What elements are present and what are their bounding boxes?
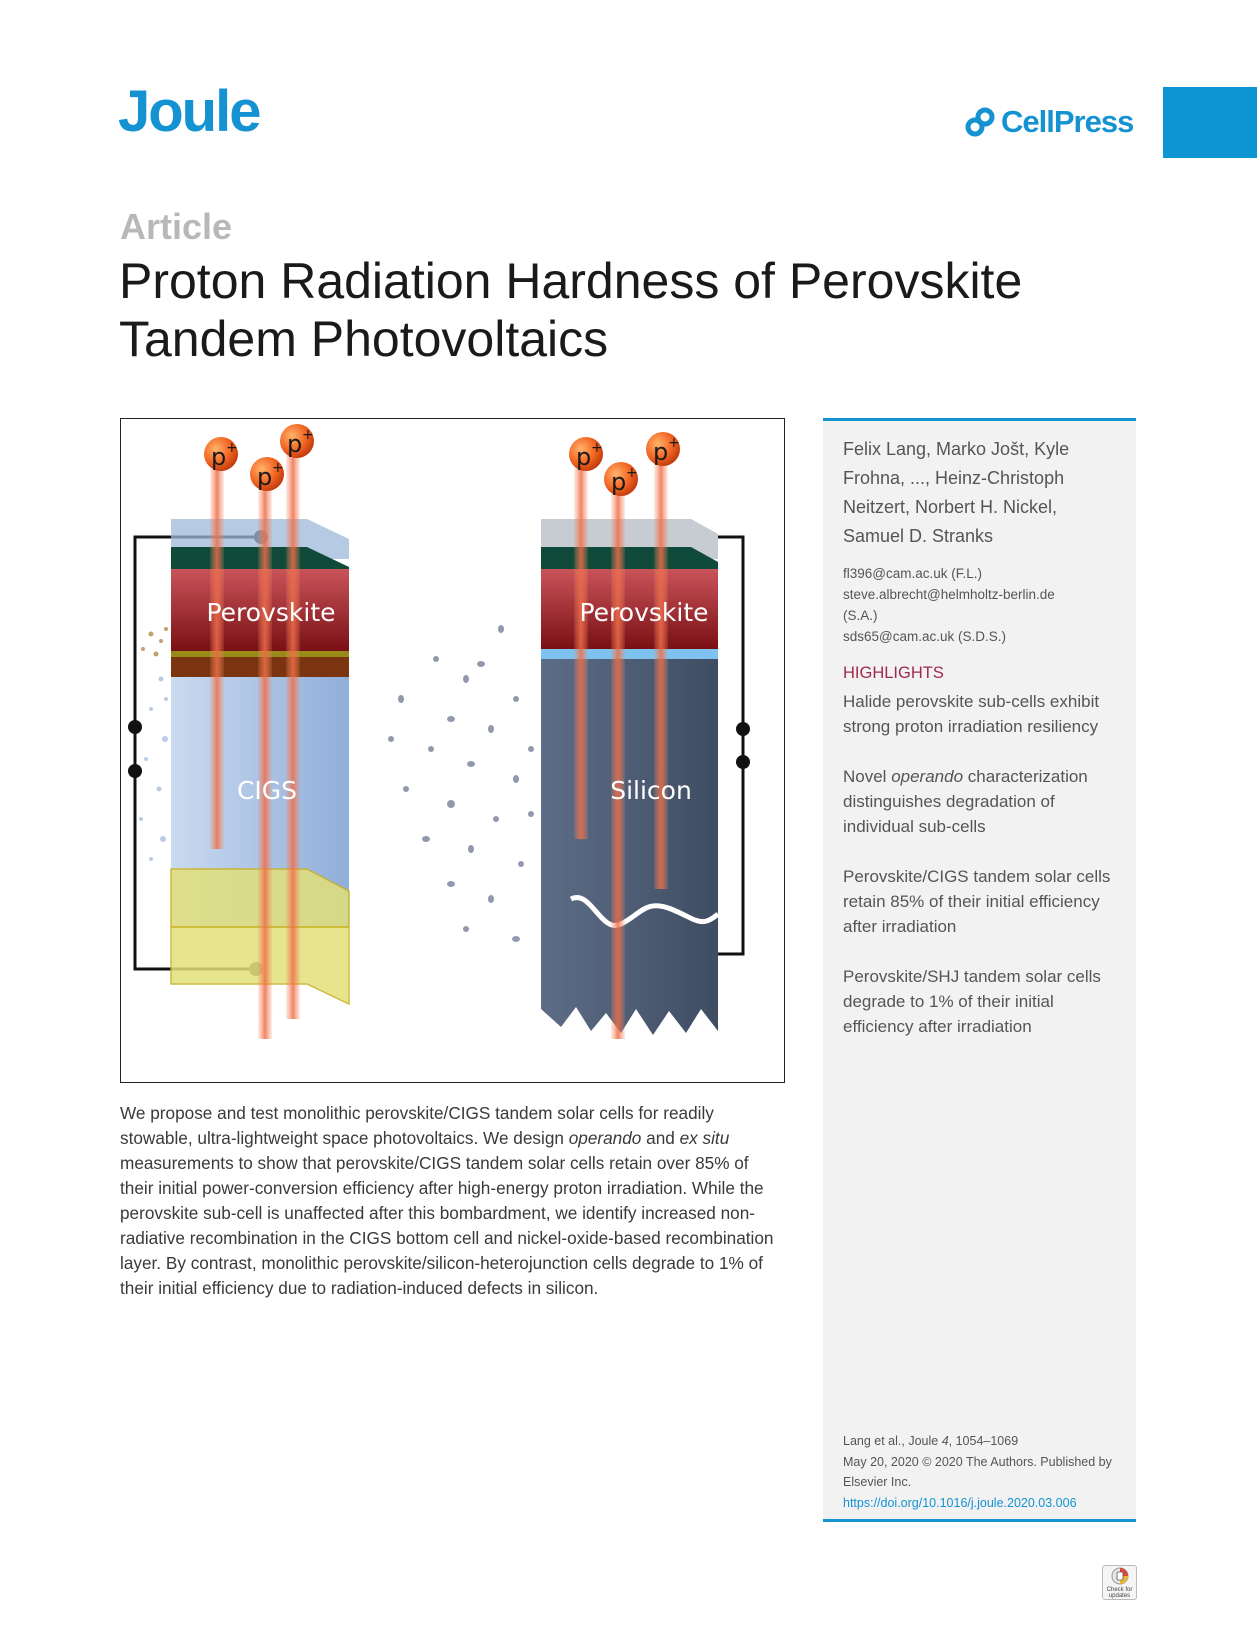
publisher-logo — [965, 104, 1133, 140]
svg-text:p: p — [653, 438, 669, 466]
svg-text:+: + — [302, 427, 314, 443]
email-line[interactable]: fl396@cam.ac.uk (F.L.) — [843, 566, 983, 581]
highlight-item: Perovskite/SHJ tandem solar cells degrade to 1% of their initial efficiency after irradiation — [843, 967, 1101, 1036]
svg-text:+: + — [226, 440, 238, 456]
corner-tab — [1163, 87, 1257, 158]
proton-icon — [604, 462, 638, 496]
crossmark-label: Check for updates — [1106, 1586, 1133, 1599]
proton-icon — [204, 437, 238, 471]
email-line: (S.A.) — [843, 608, 878, 623]
svg-text:+: + — [668, 435, 680, 451]
svg-text:p: p — [287, 430, 303, 458]
citation-block — [843, 1431, 1128, 1513]
graphical-abstract — [120, 418, 785, 1083]
author-list: Felix Lang, Marko Jošt, Kyle Frohna, ..., Heinz-Christoph Neitzert, Norbert H. Nickel, Samuel D. Stranks — [843, 439, 1070, 546]
citation-date-line: May 20, 2020 © 2020 The Authors. Published by Elsevier Inc. — [843, 1454, 1112, 1489]
svg-text:p: p — [611, 468, 627, 496]
abstract-em-operando: operando — [568, 1128, 642, 1148]
svg-text:+: + — [591, 440, 603, 456]
left-tandem-cell — [128, 444, 349, 1039]
abstract-text: We propose and test monolithic perovskite/CIGS tandem solar cells for readily stowable, ultra-lightweight space photovoltaics. We design operando and ex situ measurements to show that perovskite/CIGS tandem solar cells retain over 85% of their initial power-conversion efficiency after high-energy proton irradiation. While the perovskite sub-cell is unaffected after this bombardment, we identify increased non-radiative recombination in the CIGS bottom cell and nickel-oxide-based recombination layer. By contrast, monolithic perovskite/silicon-heterojunction cells degrade to 1% of their initial efficiency due to radiation-induced defects in silicon. — [120, 1103, 774, 1298]
journal-logo: Joule — [118, 79, 260, 144]
highlight-item: Novel operando characterization distinguishes degradation of individual sub-cells — [843, 767, 1088, 836]
highlights-list — [843, 689, 1128, 1064]
proton-icon — [569, 437, 603, 471]
svg-text:p: p — [211, 443, 227, 471]
svg-text:+: + — [626, 465, 638, 481]
email-line[interactable]: steve.albrecht@helmholtz-berlin.de — [843, 587, 1055, 602]
defect-particle-cloud — [388, 625, 534, 942]
proton-icon — [646, 432, 680, 466]
left-perovskite-label: Perovskite — [206, 598, 336, 627]
sidebar-panel — [823, 418, 1136, 1522]
right-perovskite-label: Perovskite — [579, 598, 709, 627]
doi-link[interactable]: https://doi.org/10.1016/j.joule.2020.03.006 — [843, 1495, 1077, 1510]
silicon-label: Silicon — [610, 776, 692, 805]
proton-icon — [280, 424, 314, 458]
email-line[interactable]: sds65@cam.ac.uk (S.D.S.) — [843, 629, 1007, 644]
highlight-item: Halide perovskite sub-cells exhibit strong proton irradiation resiliency — [843, 692, 1100, 736]
right-tandem-cell — [388, 449, 750, 1039]
correspondence-emails — [843, 563, 1055, 647]
svg-text:p: p — [257, 463, 273, 491]
highlight-item: Perovskite/CIGS tandem solar cells retain 85% of their initial efficiency after irradiation — [843, 867, 1111, 936]
svg-text:+: + — [272, 460, 284, 476]
proton-icon — [250, 457, 284, 491]
crossmark-badge[interactable] — [1102, 1565, 1137, 1600]
publisher-name: CellPress — [1001, 104, 1134, 139]
article-type: Article — [120, 206, 233, 247]
crossmark-icon — [1111, 1567, 1129, 1585]
highlights-heading: HIGHLIGHTS — [843, 664, 944, 682]
cellpress-link-icon — [965, 107, 995, 137]
citation-journal-line: Lang et al., Joule 4, 1054–1069 — [843, 1434, 1019, 1448]
paper-title: Proton Radiation Hardness of Perovskite Tandem Photovoltaics — [119, 253, 1023, 367]
svg-text:p: p — [576, 443, 592, 471]
abstract-em-ex-situ: ex situ — [679, 1128, 730, 1148]
graphical-abstract-illustration — [121, 419, 784, 1082]
cigs-label: CIGS — [236, 776, 298, 805]
